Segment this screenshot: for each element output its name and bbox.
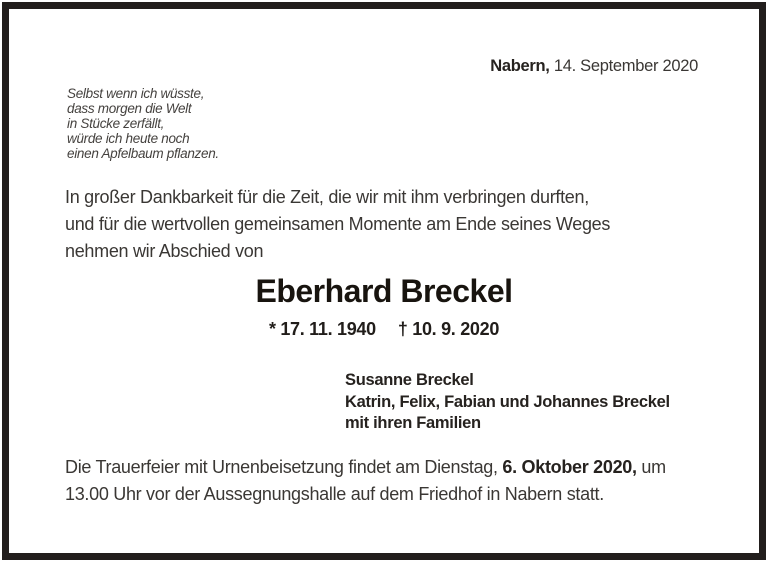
funeral-text-after: um — [636, 457, 666, 477]
mourner-line: Susanne Breckel — [345, 371, 474, 389]
funeral-line-2: 13.00 Uhr vor der Aussegnungshalle auf dem Friedhof in Nabern statt. — [65, 483, 604, 504]
epigraph-line: in Stücke zerfällt, — [67, 115, 165, 131]
funeral-date: 6. Oktober 2020, — [502, 457, 637, 477]
life-dates — [9, 319, 759, 340]
epigraph-line: Selbst wenn ich wüsste, — [67, 86, 205, 101]
birth-date: * 17. 11. 1940 — [268, 319, 376, 339]
mourners-list — [345, 370, 670, 435]
obituary-card-frame — [2, 2, 766, 560]
dateline-place: Nabern, — [490, 57, 550, 75]
intro-paragraph — [65, 184, 610, 265]
intro-line: und für die wertvollen gemeinsamen Momente am Ende seines Weges — [65, 214, 611, 234]
intro-line: In großer Dankbarkeit für die Zeit, die wir mit ihm verbringen durften, — [65, 187, 589, 207]
funeral-text-before: Die Trauerfeier mit Urnenbeisetzung findet am Dienstag, — [65, 457, 503, 477]
death-date: † 10. 9. 2020 — [397, 319, 500, 339]
mourner-line: mit ihren Familien — [345, 414, 481, 433]
intro-line: nehmen wir Abschied von — [65, 241, 264, 261]
funeral-info — [65, 454, 666, 507]
epigraph-line: einen Apfelbaum pflanzen. — [67, 145, 219, 161]
dateline — [490, 57, 698, 76]
funeral-line-1 — [65, 454, 666, 481]
dateline-date: 14. September 2020 — [549, 57, 698, 75]
deceased-name: Eberhard Breckel — [255, 273, 513, 309]
epigraph-poem — [67, 87, 219, 162]
epigraph-line: würde ich heute noch — [67, 130, 190, 146]
mourner-line: Katrin, Felix, Fabian und Johannes Breckel — [345, 392, 670, 411]
epigraph-line: dass morgen die Welt — [67, 100, 192, 116]
